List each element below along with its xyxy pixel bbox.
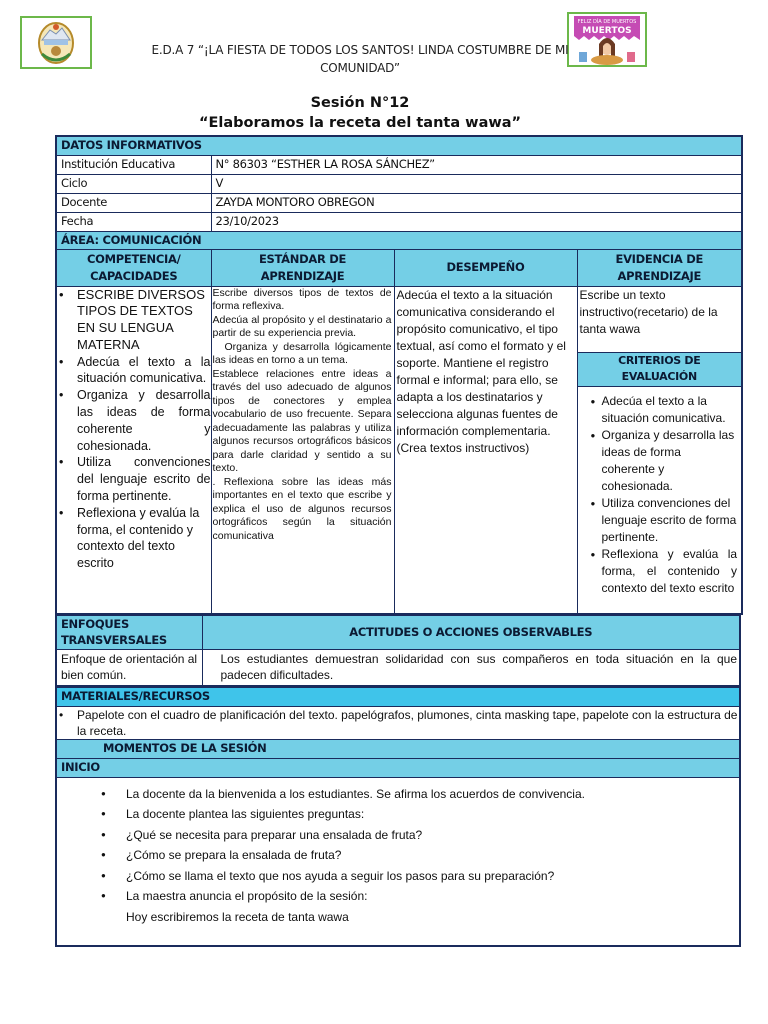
info-row-docente bbox=[56, 193, 742, 212]
info-row-ciclo bbox=[56, 174, 742, 193]
competencias-cell bbox=[56, 286, 211, 614]
criterio-item: ● Reflexiona y evalúa la forma, el contenido y contexto del texto escrito bbox=[592, 546, 738, 597]
info-value: N° 86303 “ESTHER LA ROSA SÁNCHEZ” bbox=[211, 155, 742, 174]
competencia-item: • Reflexiona y evalúa la forma, el contenido y contexto del texto escrito bbox=[57, 505, 211, 572]
estandar-paragraph: . Reflexiona sobre las ideas más importantes en el texto que escribe y explica el uso de algunos recursos ortográficos según la situación comunicativa bbox=[212, 475, 392, 542]
enfoques-header: ENFOQUES TRANSVERSALES bbox=[56, 615, 202, 649]
col-header-desempeno: DESEMPEÑO bbox=[394, 249, 577, 286]
estandar-paragraph: Establece relaciones entre ideas a través del uso adecuado de algunos tipos de conectores y emplea vocabulario de uso frecuente. Separa adecuadamente las palabras y utiliza algunos recursos ortográficos básicos para darle claridad y sentido a su texto. bbox=[212, 367, 392, 474]
inicio-item: ● ¿Qué se necesita para preparar una ensalada de fruta? bbox=[97, 825, 739, 846]
col-header-competencia: COMPETENCIA/ CAPACIDADES bbox=[56, 249, 211, 286]
criterios-header: CRITERIOS DE EVALUACIÓN bbox=[577, 352, 742, 386]
info-value: 23/10/2023 bbox=[211, 212, 742, 231]
info-value: ZAYDA MONTORO OBREGON bbox=[211, 193, 742, 212]
competencia-item: • ESCRIBE DIVERSOS TIPOS DE TEXTOS EN SU LENGUA MATERNA bbox=[57, 287, 211, 354]
session-heading bbox=[150, 93, 570, 133]
materiales-item: • Papelote con el cuadro de planificación del texto. papelógrafos, plumones, cinta masking tape, papelote con la estructura de la receta. bbox=[57, 707, 739, 739]
info-label: Docente bbox=[56, 193, 211, 212]
svg-text:MUERTOS: MUERTOS bbox=[582, 26, 632, 36]
eda-title-line2: COMUNIDAD” bbox=[320, 61, 400, 75]
session-number: Sesión N°12 bbox=[310, 95, 410, 111]
materiales-table bbox=[55, 687, 741, 948]
criterios-cell bbox=[577, 386, 742, 614]
col-header-evidencia: EVIDENCIA DE APRENDIZAJE bbox=[577, 249, 742, 286]
inicio-item: ● ¿Cómo se prepara la ensalada de fruta? bbox=[97, 845, 739, 866]
momentos-header: MOMENTOS DE LA SESIÓN bbox=[56, 739, 740, 758]
school-crest-logo bbox=[20, 16, 92, 69]
inicio-header: INICIO bbox=[56, 758, 740, 777]
info-label: Ciclo bbox=[56, 174, 211, 193]
inicio-item: ● ¿Cómo se llama el texto que nos ayuda a seguir los pasos para su preparación? bbox=[97, 866, 739, 887]
svg-text:FELIZ DÍA DE MUERTOS: FELIZ DÍA DE MUERTOS bbox=[577, 19, 637, 25]
competencia-item: • Adecúa el texto a la situación comunicativa. bbox=[57, 354, 211, 388]
estandar-paragraph: Escribe diversos tipos de textos de forma reflexiva. bbox=[212, 286, 392, 312]
area-header: ÁREA: COMUNICACIÓN bbox=[56, 231, 742, 249]
eda-title bbox=[150, 41, 570, 77]
enfoque-value: Enfoque de orientación al bien común. bbox=[56, 649, 202, 686]
criterio-item: ● Organiza y desarrolla las ideas de forma coherente y cohesionada. bbox=[592, 427, 738, 495]
materiales-header: MATERIALES/RECURSOS bbox=[56, 687, 740, 706]
inicio-cell bbox=[56, 777, 740, 946]
actitudes-header: ACTITUDES O ACCIONES OBSERVABLES bbox=[202, 615, 740, 649]
estandar-paragraph: Adecúa al propósito y el destinatario a partir de su experiencia previa. bbox=[212, 313, 392, 339]
estandar-cell bbox=[211, 286, 394, 614]
info-row-institucion bbox=[56, 155, 742, 174]
col-header-estandar: ESTÁNDAR DE APRENDIZAJE bbox=[211, 249, 394, 286]
info-value: V bbox=[211, 174, 742, 193]
desempeno-cell: Adecúa el texto a la situación comunicativa considerando el propósito comunicativo, el tipo textual, así como el formato y el soporte. Mantiene el registro formal e informal; para ello, se adapta a los destinatarios y selecciona algunas fuentes de información complementaria. (Crea textos instructivos) bbox=[394, 286, 577, 614]
info-label: Fecha bbox=[56, 212, 211, 231]
competencia-item: • Utiliza convenciones del lenguaje escrito de forma pertinente. bbox=[57, 454, 211, 504]
criterio-item: ● Utiliza convenciones del lenguaje escrito de forma pertinente. bbox=[592, 495, 738, 546]
criterio-item: ● Adecúa el texto a la situación comunicativa. bbox=[592, 393, 738, 427]
actitud-value: Los estudiantes demuestran solidaridad con sus compañeros en toda situación en la que padecen dificultades. bbox=[202, 649, 740, 686]
inicio-item: ● La docente da la bienvenida a los estudiantes. Se afirma los acuerdos de convivencia. bbox=[97, 784, 739, 805]
info-label: Institución Educativa bbox=[56, 155, 211, 174]
dia-de-muertos-illustration bbox=[567, 12, 647, 67]
estandar-paragraph: Organiza y desarrolla lógicamente las ideas en torno a un tema. bbox=[212, 340, 392, 366]
eda-title-line1: E.D.A 7 “¡LA FIESTA DE TODOS LOS SANTOS! LINDA COSTUMBRE DE MI bbox=[151, 43, 569, 57]
session-plan-document bbox=[55, 135, 741, 947]
info-row-fecha bbox=[56, 212, 742, 231]
inicio-item: ● La docente plantea las siguientes preguntas: bbox=[97, 804, 739, 825]
crest-icon bbox=[22, 18, 90, 67]
session-plan-table bbox=[55, 135, 743, 615]
evidencia-cell: Escribe un texto instructivo(recetario) de la tanta wawa bbox=[577, 286, 742, 352]
inicio-purpose: Hoy escribiremos la receta de tanta wawa bbox=[126, 909, 349, 924]
competencia-item: • Organiza y desarrolla las ideas de forma coherente y cohesionada. bbox=[57, 387, 211, 454]
materiales-cell bbox=[56, 706, 740, 739]
muertos-banner-icon bbox=[569, 14, 645, 65]
inicio-item: ● La maestra anuncia el propósito de la sesión: bbox=[97, 886, 739, 907]
session-title: “Elaboramos la receta del tanta wawa” bbox=[198, 115, 522, 131]
datos-informativos-header: DATOS INFORMATIVOS bbox=[56, 136, 742, 155]
enfoques-table bbox=[55, 615, 741, 687]
